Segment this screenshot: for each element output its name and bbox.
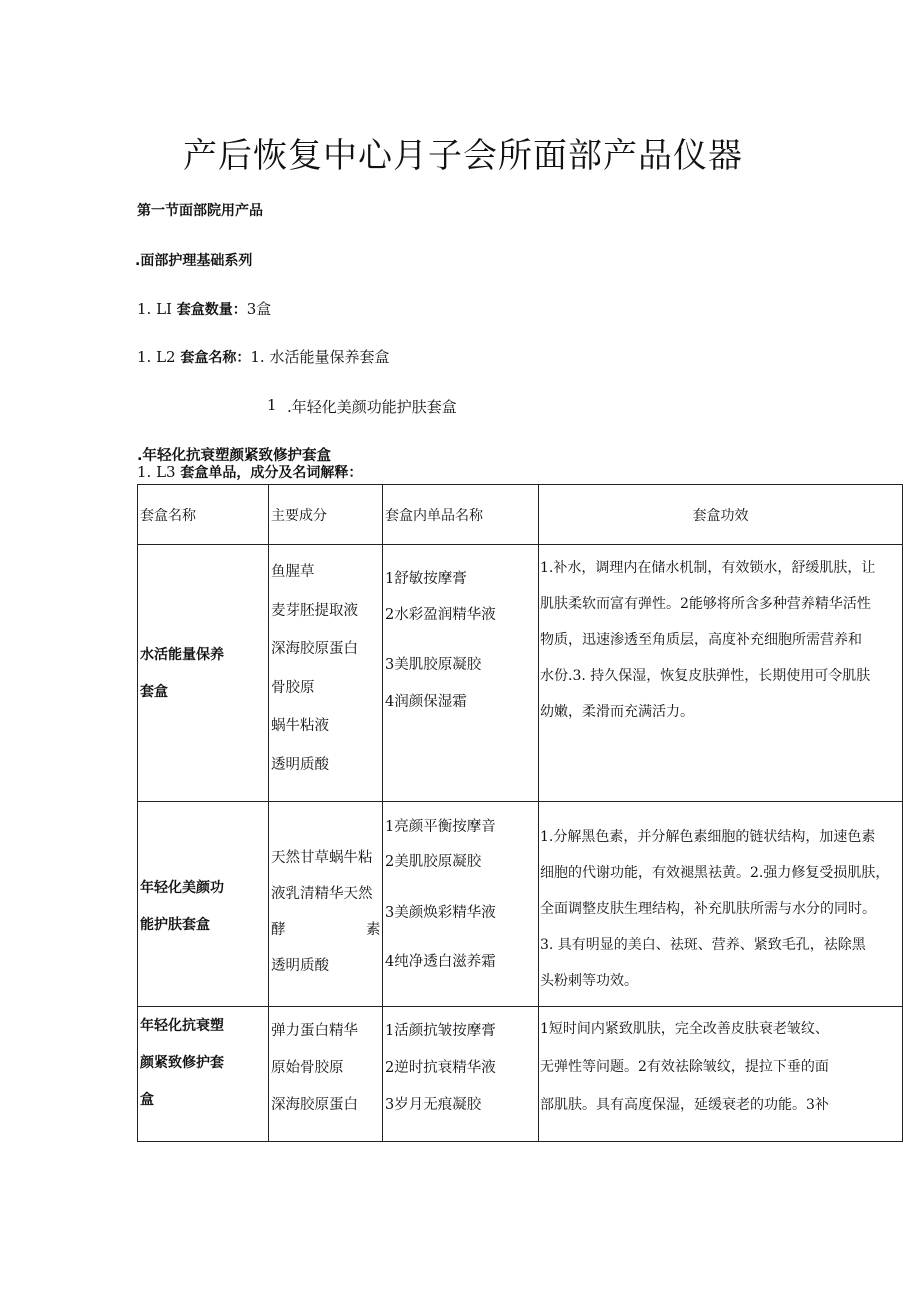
set-name-cell bbox=[138, 1007, 269, 1142]
effect-line: 无弹性等问题。2有效祛除皱纹，提拉下垂的面 bbox=[540, 1059, 829, 1075]
products-cell bbox=[383, 802, 539, 1007]
product-item: 3美肌胶原凝胶 bbox=[385, 657, 482, 673]
table-header-row bbox=[138, 485, 903, 545]
product-item: 1亮颜平衡按摩音 bbox=[385, 819, 496, 835]
product-item: 4润颜保湿霜 bbox=[385, 694, 467, 710]
set-name-text: 年轻化美颜功 bbox=[140, 880, 224, 896]
products-cell bbox=[383, 1007, 539, 1142]
effect-line: 细胞的代谢功能，有效褪黑祛黄。2.强力修复受损肌肤， bbox=[540, 865, 890, 881]
effect-line: 3. 具有明显的美白、祛斑、营养、紧致毛孔，祛除黑 bbox=[540, 937, 866, 953]
set-name-text: 能护肤套盒 bbox=[140, 917, 210, 933]
section-heading: 第一节面部院用产品 bbox=[137, 203, 263, 219]
effect-line: 头粉刺等功效。 bbox=[540, 973, 638, 989]
set-name-item-2-number: 1 bbox=[267, 396, 277, 414]
set-name-text: 颜紧致修护套 bbox=[140, 1055, 224, 1071]
ingredients-cell bbox=[269, 545, 383, 802]
product-item: 3岁月无痕凝胶 bbox=[385, 1097, 482, 1113]
products-cell bbox=[383, 545, 539, 802]
set-count-label: 套盒数量： bbox=[176, 302, 247, 318]
series-heading: .面部护理基础系列 bbox=[135, 253, 253, 269]
ingredient: 原始骨胶原 bbox=[271, 1060, 344, 1076]
set-items-label: 套盒单品，成分及名词解释： bbox=[180, 465, 363, 481]
effect-line: 肌肤柔软而富有弹性。2能够将所含多种营养精华活性 bbox=[540, 596, 871, 612]
ingredient: 鱼腥草 bbox=[271, 564, 315, 580]
set-name-text: 套盒 bbox=[140, 684, 168, 700]
set-name-prefix: 1. L2 bbox=[137, 348, 181, 366]
table-row bbox=[138, 545, 903, 802]
product-item: 3美颜焕彩精华液 bbox=[385, 905, 496, 921]
ingredient: 透明质酸 bbox=[271, 958, 329, 974]
set-count-line bbox=[137, 298, 271, 319]
ingredient: 天然甘草蜗牛粘 bbox=[271, 850, 373, 866]
set-count-value: 3盒 bbox=[246, 300, 272, 318]
header-set-name: 套盒名称 bbox=[138, 485, 269, 545]
set-items-line bbox=[137, 462, 362, 482]
header-ingredients: 主要成分 bbox=[269, 485, 383, 545]
effect-cell bbox=[539, 802, 903, 1007]
product-item: 2美肌胶原凝胶 bbox=[385, 854, 482, 870]
ingredient: 深海胶原蛋白 bbox=[271, 1097, 358, 1113]
set-name-item-3: .年轻化抗衰塑颜紧致修护套盒 bbox=[137, 448, 332, 464]
page-title: 产后恢复中心月子会所面部产品仪器 bbox=[183, 136, 743, 176]
effect-line: 部肌肤。具有高度保湿，延缓衰老的功能。3补 bbox=[540, 1097, 829, 1113]
set-name-text: 盒 bbox=[140, 1092, 154, 1108]
product-item: 4纯净透白滋养霜 bbox=[385, 954, 496, 970]
ingredient: 弹力蛋白精华 bbox=[271, 1023, 358, 1039]
ingredient: 酵 bbox=[271, 922, 286, 938]
product-item: 2水彩盈润精华液 bbox=[385, 607, 496, 623]
set-name-text: 年轻化抗衰塑 bbox=[140, 1018, 224, 1034]
effect-cell bbox=[539, 1007, 903, 1142]
effect-line: 1短时间内紧致肌肤，完全改善皮肤衰老皱纹、 bbox=[540, 1021, 829, 1037]
set-name-cell bbox=[138, 545, 269, 802]
header-effect: 套盒功效 bbox=[539, 485, 903, 545]
ingredients-cell bbox=[269, 802, 383, 1007]
ingredient: 透明质酸 bbox=[271, 756, 329, 773]
effect-line: 水份.3. 持久保湿，恢复皮肤弹性，长期使用可令肌肤 bbox=[540, 668, 871, 684]
set-name-label: 套盒名称： bbox=[180, 350, 251, 366]
set-name-text: 水活能量保养 bbox=[140, 647, 224, 663]
set-name-cell bbox=[138, 802, 269, 1007]
ingredient: 骨胶原 bbox=[271, 679, 315, 696]
set-name-item-1: 1. 水活能量保养套盒 bbox=[250, 348, 390, 366]
set-name-line bbox=[137, 346, 389, 367]
product-item: 1舒敏按摩膏 bbox=[385, 571, 467, 587]
ingredients-cell bbox=[269, 1007, 383, 1142]
table-row bbox=[138, 802, 903, 1007]
set-count-prefix: 1. LI bbox=[137, 300, 177, 318]
product-item: 1活颜抗皱按摩膏 bbox=[385, 1023, 496, 1039]
effect-line: 物质，迅速渗透至角质层，高度补充细胞所需营养和 bbox=[540, 632, 862, 648]
set-items-prefix: 1. L3 bbox=[137, 463, 181, 481]
ingredient: 液乳清精华天然 bbox=[271, 886, 373, 902]
header-products: 套盒内单品名称 bbox=[383, 485, 539, 545]
table-row bbox=[138, 1007, 903, 1142]
set-name-item-2: .年轻化美颜功能护肤套盒 bbox=[287, 398, 457, 416]
effect-cell bbox=[539, 545, 903, 802]
effect-line: 幼嫩，柔滑而充满活力。 bbox=[540, 704, 694, 720]
ingredient: 蜗牛粘液 bbox=[271, 718, 329, 734]
effect-line: 全面调整皮肤生理结构，补充肌肤所需与水分的同时。 bbox=[540, 901, 876, 917]
effect-line: 1.分解黑色素，并分解色素细胞的链状结构，加速色素 bbox=[540, 829, 876, 845]
ingredient: 麦芽胚提取液 bbox=[271, 602, 358, 619]
product-item: 2逆时抗衰精华液 bbox=[385, 1060, 496, 1076]
product-table bbox=[137, 484, 903, 1142]
effect-line: 1.补水，调理内在储水机制，有效锁水，舒缓肌肤，让 bbox=[540, 560, 876, 576]
ingredient: 素 bbox=[366, 922, 381, 938]
ingredient: 深海胶原蛋白 bbox=[271, 641, 358, 657]
